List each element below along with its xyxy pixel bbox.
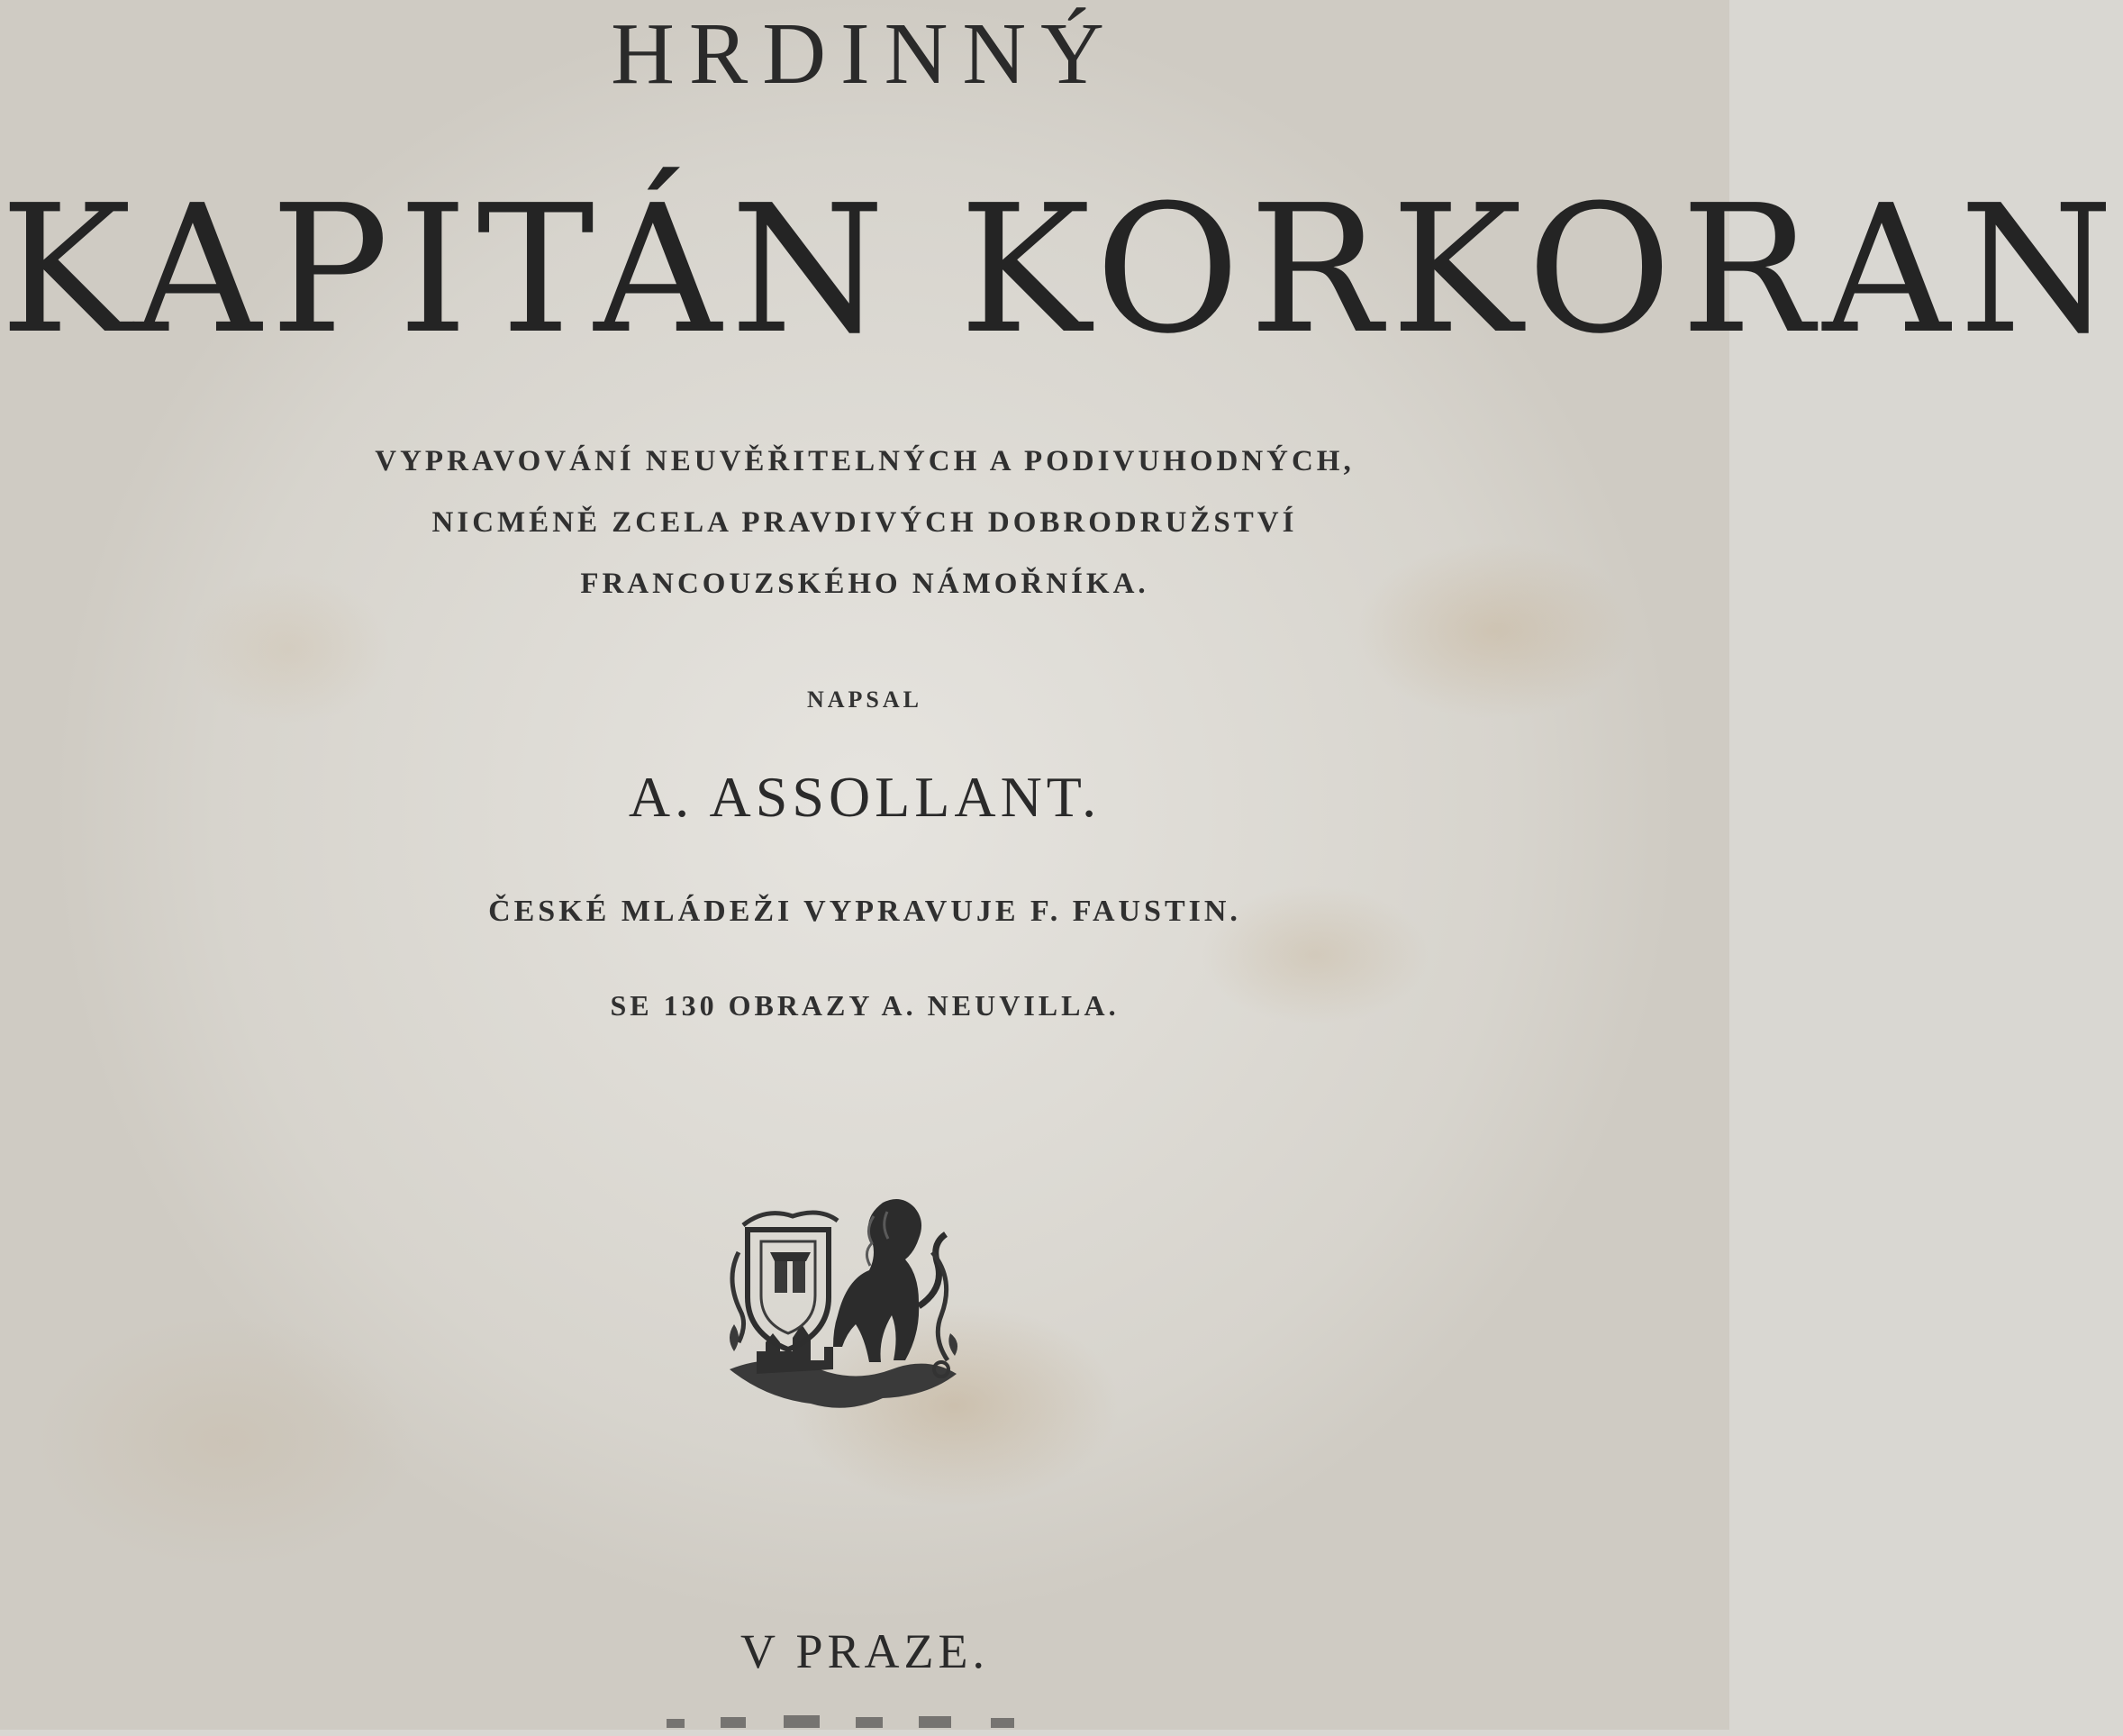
subtitle-line-1: VYPRAVOVÁNÍ NEUVĚŘITELNÝCH A PODIVUHODNÝCH, [375, 445, 1355, 477]
subtitle-line-3: FRANCOUZSKÉHO NÁMOŘNÍKA. [580, 568, 1149, 600]
subtitle [0, 431, 1729, 614]
translator-line: ČESKÉ MLÁDEŽI VYPRAVUJE F. FAUSTIN. [488, 895, 1241, 928]
cut-off-imprint-line [0, 1704, 1729, 1731]
book-title: KAPITÁN KORKORAN [0, 168, 2123, 373]
napsal-label: NAPSAL [806, 686, 922, 713]
publication-place: V PRAZE. [739, 1624, 990, 1678]
heraldic-lion-emblem-icon [721, 1189, 964, 1414]
title-kicker: HRDINNÝ [611, 5, 1119, 103]
subtitle-line-2: NICMÉNĚ ZCELA PRAVDIVÝCH DOBRODRUŽSTVÍ [431, 506, 1298, 539]
author-name: A. ASSOLLANT. [628, 765, 1102, 829]
illustrations-line: SE 130 OBRAZY A. NEUVILLA. [610, 989, 1120, 1022]
